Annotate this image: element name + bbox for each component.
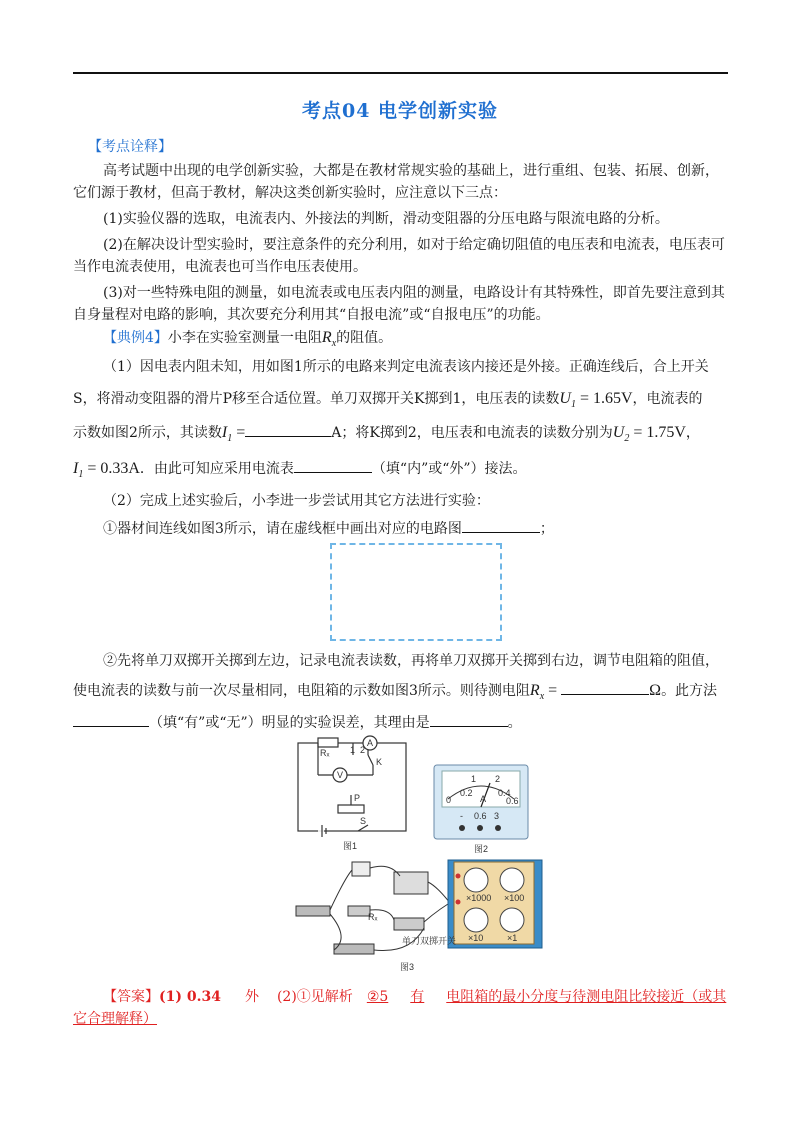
intro-p1a: 高考试题中出现的电学创新实验，大都是在教材常规实验的基础上，进行重组、包装、拓展、创新， [103,163,719,179]
answer-blank-error[interactable] [73,710,149,727]
answer-line1: 【答案】(1) 0.34 外 (2)①见解析 ②5 有 电阻箱的最小分度与待测电阻比较接近（或其 [103,989,727,1005]
fig1-rx-label: Rₓ [320,748,330,758]
fig1-k-label: K [376,757,383,767]
intro-p4b: 自身量程对电路的影响，其次要充分利用其“自报电流”或“自报电压”的功能。 [73,307,550,323]
fig1-k1-label: 1 [350,745,356,755]
example-label: 【典例4】 [103,330,168,346]
fig3-rx-label: Rₓ [368,912,378,922]
fig2-terminal-neg: - [460,811,463,821]
q2-line1: （2）完成上述实验后，小李进一步尝试用其它方法进行实验： [103,493,490,509]
fig3-caption: 图3 [400,962,415,972]
fig3-switch-note: 单刀双掷开关 [402,936,457,946]
fig2-scale-1: 1 [471,774,477,784]
fig2-scale-04: 0.4 [498,788,511,798]
example-stem: 【典例4】小李在实验室测量一电阻$R_x$的阻值。 [103,329,393,350]
answer-blank-reason[interactable] [430,710,508,727]
fig2-caption: 图2 [474,844,489,854]
header-rule [73,72,728,74]
fig2-scale-06: 0.6 [506,796,519,806]
page-title: 考点04 电学创新实验 [301,100,499,122]
figure-3-apparatus [290,858,550,976]
fig2-scale-02: 0.2 [460,788,473,798]
intro-p1b: 它们源于教材，但高于教材，解决这类创新实验时，应注意以下三点： [73,185,507,201]
section-tag: 【考点诠释】 [88,139,172,155]
fig2-scale-0: 0 [446,795,452,805]
intro-p3b: 当作电流表使用，电流表也可当作电压表使用。 [73,259,367,275]
circuit-drawing-box[interactable] [330,543,502,641]
fig2-terminal-3: 3 [494,811,500,821]
answer-blank-connection[interactable] [294,456,372,473]
fig1-p-label: P [354,793,361,803]
fig1-ammeter-label: A [367,738,374,748]
answer-line2: 它合理解释） [73,1011,157,1027]
fig3-dial-x10: ×10 [468,933,484,943]
fig3-dial-x1000: ×1000 [466,893,492,903]
intro-p2: (1)实验仪器的选取，电流表内、外接法的判断，滑动变阻器的分压电路与限流电路的分析。 [103,211,669,227]
answer-blank-circuit[interactable] [462,516,540,533]
q1-line4: $I_1 = 0.33A$．由此可知应采用电流表 （填“内”或“外”）接法。 [73,456,733,486]
fig3-dial-x100: ×100 [504,893,525,903]
intro-p3a: (2)在解决设计型实验时，要注意条件的充分利用，如对于给定确切阻值的电压表和电流表，电压表可 [103,237,725,253]
answer-blank-i1[interactable] [245,420,331,437]
q2-line3: ②先将单刀双掷开关掷到左边，记录电流表读数，再将单刀双掷开关掷到右边，调节电阻箱的阻值， [103,653,719,669]
fig1-k2-label: 2 [360,745,366,755]
fig2-scale-2: 2 [495,774,501,784]
fig2-terminal-06: 0.6 [474,811,487,821]
q2-line5: （填“有”或“无”）明显的实验误差，其理由是 。 [73,710,733,734]
fig1-voltmeter-label: V [337,770,344,780]
q1-line1: （1）因电表内阻未知，用如图1所示的电路来判定电流表该内接还是外接。正确连线后，合上开关 [103,359,709,375]
q2-line2: ①器材间连线如图3所示，请在虚线框中画出对应的电路图 ； [103,516,763,540]
intro-p4a: (3)对一些特殊电阻的测量，如电流表或电压表内阻的测量，电路设计有其特殊性，即首先要注意到其 [103,285,725,301]
q2-line4: 使电流表的读数与前一次尽量相同，电阻箱的示数如图3所示。则待测电阻$R_x = \Omega$。此方法 [73,678,733,708]
fig1-caption: 图1 [343,841,358,851]
answer-blank-rx[interactable] [561,678,649,695]
figure-1-circuit [288,735,412,853]
q1-line3: 示数如图2所示，其读数$I_1 = A$；将K掷到2，电压表和电流表的读数分别为$U_2 = 1.75V$， [73,420,733,450]
fig1-s-label: S [360,816,367,826]
answer-label: 【答案】 [103,989,159,1005]
q1-line2: S，将滑动变阻器的滑片P移至合适位置。单刀双掷开关K掷到1，电压表的读数$U_1 = 1.65V$，电流表的 [73,390,703,411]
figure-2-ammeter [432,763,532,855]
fig2-unit-a: A [480,794,487,804]
fig3-dial-x1: ×1 [507,933,518,943]
